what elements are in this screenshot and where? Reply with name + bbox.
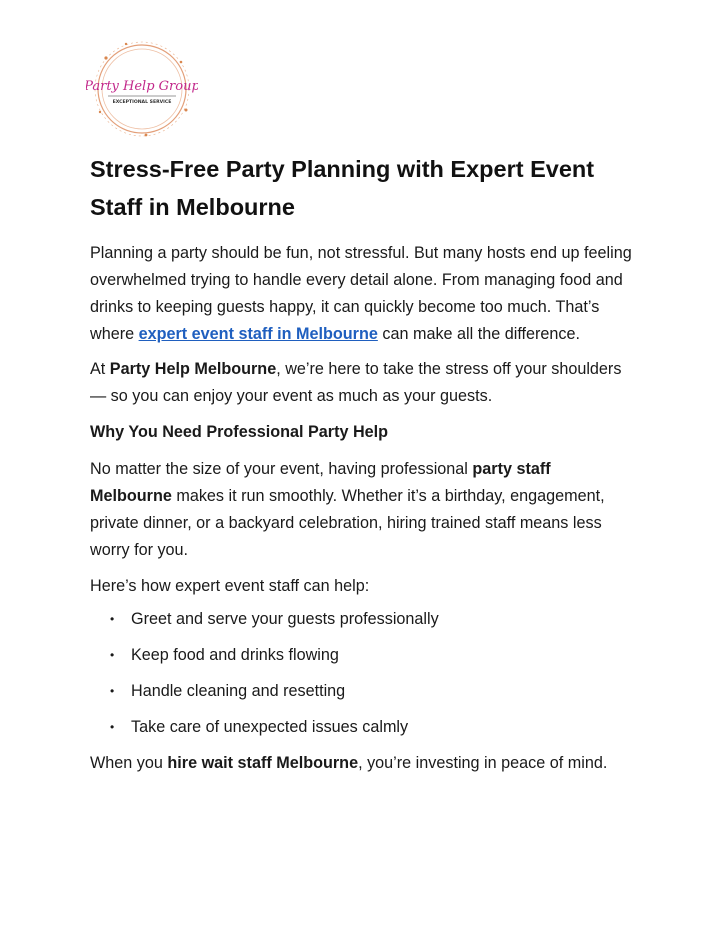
page-title: Stress-Free Party Planning with Expert Event Staff in Melbourne <box>90 156 595 220</box>
party-help-melbourne-bold: Party Help Melbourne <box>109 360 277 378</box>
bullet-icon: • <box>110 648 115 662</box>
list-item <box>90 714 635 741</box>
logo-ring-icon <box>86 40 198 138</box>
party-staff-bold: party staff Melbourne <box>90 460 551 505</box>
hire-wait-staff-bold: hire wait staff Melbourne <box>167 754 359 772</box>
why-text-before: No matter the size of your event, having professional <box>90 460 473 478</box>
list-item <box>90 678 635 705</box>
section-heading: Why You Need Professional Party Help <box>90 423 389 441</box>
closing-paragraph <box>90 750 635 777</box>
logo-tagline: EXCEPTIONAL SERVICE <box>112 100 172 105</box>
benefits-list <box>90 606 635 741</box>
list-item-text: Keep food and drinks flowing <box>131 646 339 664</box>
party-help-group-logo <box>86 40 198 138</box>
bullet-icon: • <box>110 720 115 734</box>
about-text-before: At <box>90 360 110 378</box>
list-item <box>90 642 635 669</box>
about-paragraph <box>90 356 635 410</box>
intro-text-after: can make all the difference. <box>377 325 581 343</box>
bullet-icon: • <box>110 684 115 698</box>
list-item <box>90 606 635 633</box>
closing-text-before: When you <box>90 754 168 772</box>
help-intro-paragraph: Here’s how expert event staff can help: <box>90 577 370 595</box>
expert-event-staff-link[interactable]: expert event staff in Melbourne <box>138 325 378 343</box>
closing-text-after: , you’re investing in peace of mind. <box>358 754 608 772</box>
intro-paragraph <box>90 240 635 348</box>
bullet-icon: • <box>110 612 115 626</box>
logo-title: Party Help Group <box>86 79 198 94</box>
article-body <box>90 150 635 777</box>
list-item-text: Handle cleaning and resetting <box>131 682 346 700</box>
why-paragraph <box>90 456 635 564</box>
list-item-text: Greet and serve your guests professionally <box>131 610 439 628</box>
why-text-after: makes it run smoothly. Whether it’s a birthday, engagement, private dinner, or a backyard celebration, hiring trained staff means less worry for you. <box>90 487 605 559</box>
about-text-after: , we’re here to take the stress off your shoulders — so you can enjoy your event as much as your guests. <box>90 360 622 405</box>
list-item-text: Take care of unexpected issues calmly <box>131 718 409 736</box>
intro-text-before: Planning a party should be fun, not stressful. But many hosts end up feeling overwhelmed trying to handle every detail alone. From managing food and drinks to keeping guests happy, it can quickly become too much. That’s where <box>90 244 632 343</box>
